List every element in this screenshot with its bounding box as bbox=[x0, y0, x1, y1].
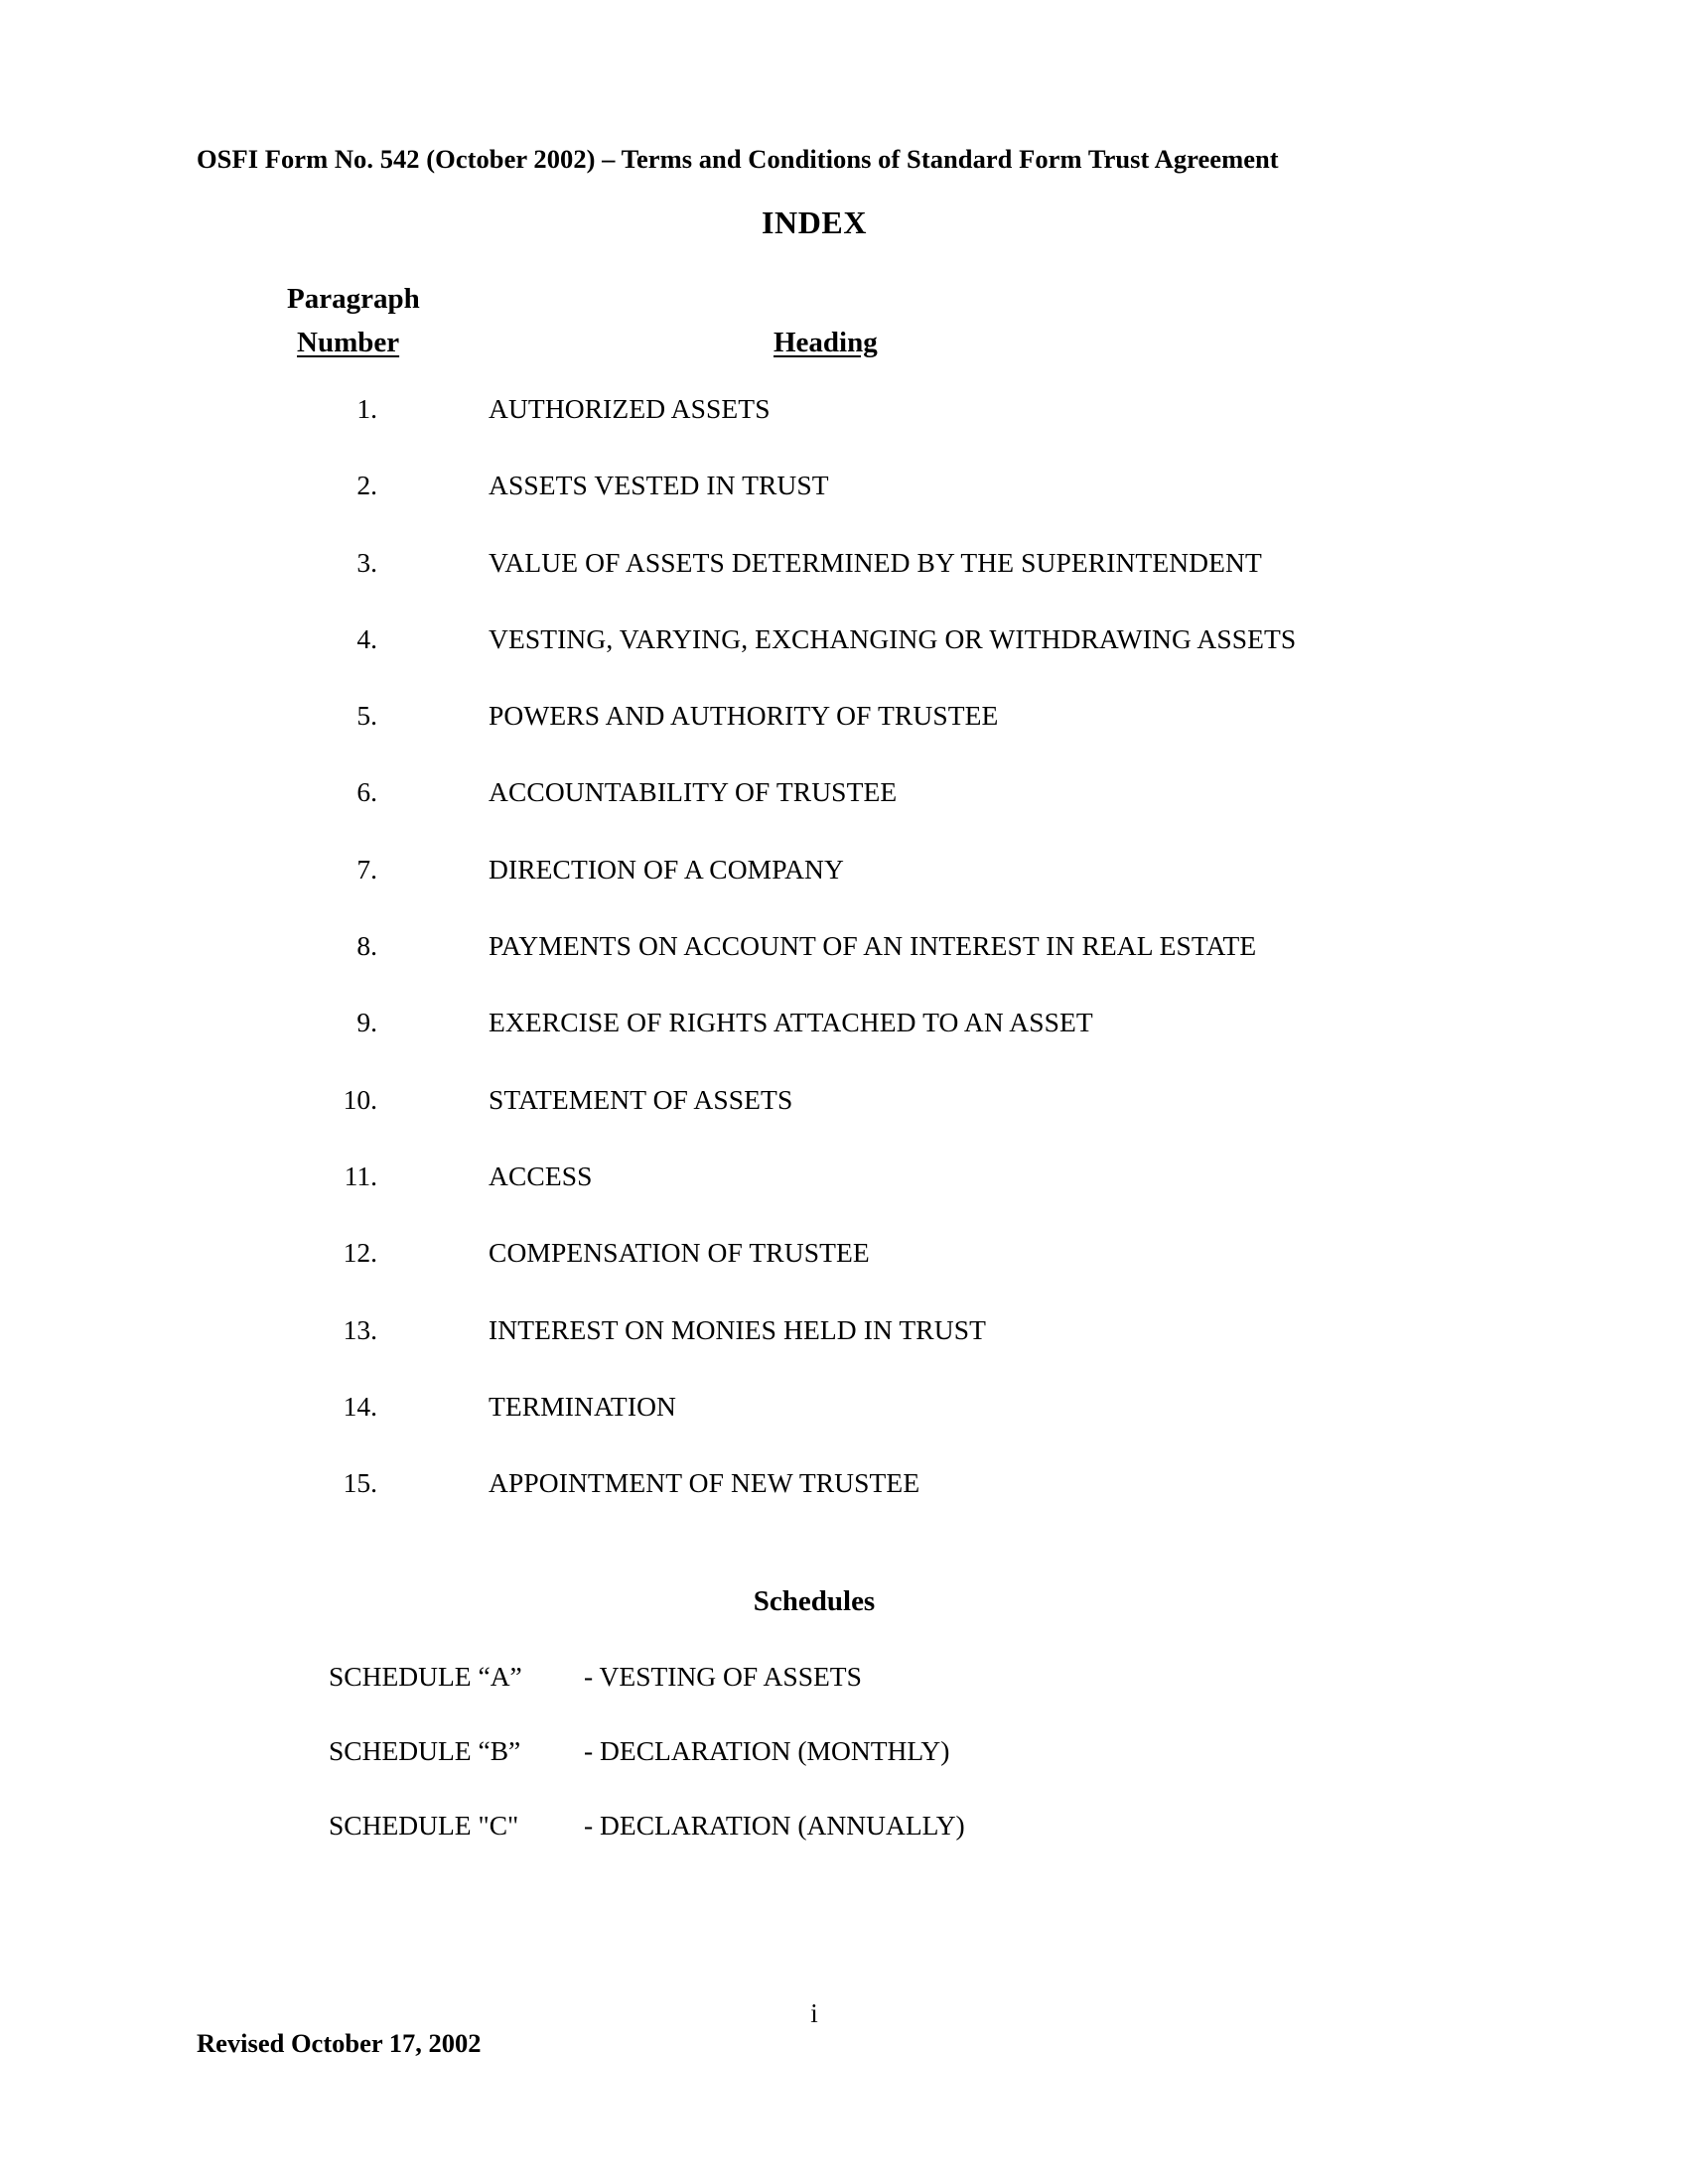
index-row bbox=[0, 853, 1688, 932]
index-row bbox=[0, 778, 1688, 855]
page-title bbox=[0, 205, 1688, 241]
index-row bbox=[0, 546, 1688, 625]
index-item-number: 10. bbox=[343, 1083, 377, 1115]
page-number-text: i bbox=[810, 1998, 818, 2028]
schedule-label: SCHEDULE “A” bbox=[329, 1661, 522, 1692]
page-title-text: INDEX bbox=[761, 205, 868, 240]
index-item-heading: ACCESS bbox=[489, 1160, 593, 1191]
schedules-title bbox=[0, 1585, 1688, 1618]
index-row bbox=[0, 1313, 1688, 1393]
schedules-title-text: Schedules bbox=[753, 1585, 876, 1617]
schedule-description: - DECLARATION (ANNUALLY) bbox=[584, 1810, 965, 1841]
page-number bbox=[0, 1998, 1688, 2029]
index-item-heading: ASSETS VESTED IN TRUST bbox=[489, 470, 829, 501]
index-item-heading: COMPENSATION OF TRUSTEE bbox=[489, 1237, 870, 1269]
index-item-number: 5. bbox=[356, 700, 377, 732]
index-row bbox=[0, 1162, 1688, 1239]
index-row bbox=[0, 622, 1688, 702]
schedule-row bbox=[0, 1663, 1688, 1737]
schedule-row bbox=[0, 1812, 1688, 1886]
schedule-label: SCHEDULE "C" bbox=[329, 1810, 519, 1841]
index-list bbox=[0, 395, 1688, 1546]
index-item-heading: DIRECTION OF A COMPANY bbox=[489, 853, 844, 885]
index-item-number: 7. bbox=[356, 853, 377, 885]
index-row bbox=[0, 1009, 1688, 1085]
index-item-heading: INTEREST ON MONIES HELD IN TRUST bbox=[489, 1313, 986, 1345]
index-row bbox=[0, 932, 1688, 1009]
index-item-number: 1. bbox=[356, 393, 377, 424]
schedule-description: - VESTING OF ASSETS bbox=[584, 1661, 862, 1692]
schedule-label: SCHEDULE “B” bbox=[329, 1735, 521, 1766]
index-item-number: 11. bbox=[344, 1160, 377, 1191]
index-item-number: 13. bbox=[343, 1313, 377, 1345]
index-item-number: 8. bbox=[356, 930, 377, 962]
index-item-number: 15. bbox=[343, 1467, 377, 1499]
index-row bbox=[0, 472, 1688, 548]
index-item-heading: ACCOUNTABILITY OF TRUSTEE bbox=[489, 776, 898, 808]
index-item-number: 14. bbox=[343, 1390, 377, 1422]
document-header: OSFI Form No. 542 (October 2002) – Terms and Conditions of Standard Form Trust Agreement bbox=[197, 144, 1279, 174]
schedule-row bbox=[0, 1737, 1688, 1812]
schedule-description: - DECLARATION (MONTHLY) bbox=[584, 1735, 950, 1766]
index-item-number: 3. bbox=[356, 546, 377, 578]
index-item-heading: AUTHORIZED ASSETS bbox=[489, 393, 771, 424]
index-row bbox=[0, 1239, 1688, 1315]
index-item-number: 6. bbox=[356, 776, 377, 808]
index-item-number: 12. bbox=[343, 1237, 377, 1269]
index-item-heading: EXERCISE OF RIGHTS ATTACHED TO AN ASSET bbox=[489, 1007, 1093, 1038]
index-item-number: 9. bbox=[356, 1007, 377, 1038]
index-item-heading: VESTING, VARYING, EXCHANGING OR WITHDRAWING ASSETS bbox=[489, 622, 1297, 654]
column-header-number: Number bbox=[297, 327, 400, 358]
schedules-list bbox=[0, 1663, 1688, 1886]
index-row bbox=[0, 1390, 1688, 1469]
index-item-heading: VALUE OF ASSETS DETERMINED BY THE SUPERINTENDENT bbox=[489, 546, 1262, 578]
index-item-heading: APPOINTMENT OF NEW TRUSTEE bbox=[489, 1467, 920, 1499]
index-item-heading: TERMINATION bbox=[489, 1390, 676, 1422]
index-row bbox=[0, 1083, 1688, 1162]
index-item-number: 2. bbox=[356, 470, 377, 501]
index-item-heading: PAYMENTS ON ACCOUNT OF AN INTEREST IN REAL ESTATE bbox=[489, 930, 1257, 962]
revised-note: Revised October 17, 2002 bbox=[197, 2028, 482, 2058]
column-header-paragraph: Paragraph bbox=[287, 283, 420, 315]
column-header-heading: Heading bbox=[774, 327, 878, 358]
index-row bbox=[0, 395, 1688, 472]
index-item-number: 4. bbox=[356, 622, 377, 654]
index-item-heading: POWERS AND AUTHORITY OF TRUSTEE bbox=[489, 700, 999, 732]
index-row bbox=[0, 702, 1688, 778]
index-row bbox=[0, 1469, 1688, 1546]
index-item-heading: STATEMENT OF ASSETS bbox=[489, 1083, 793, 1115]
